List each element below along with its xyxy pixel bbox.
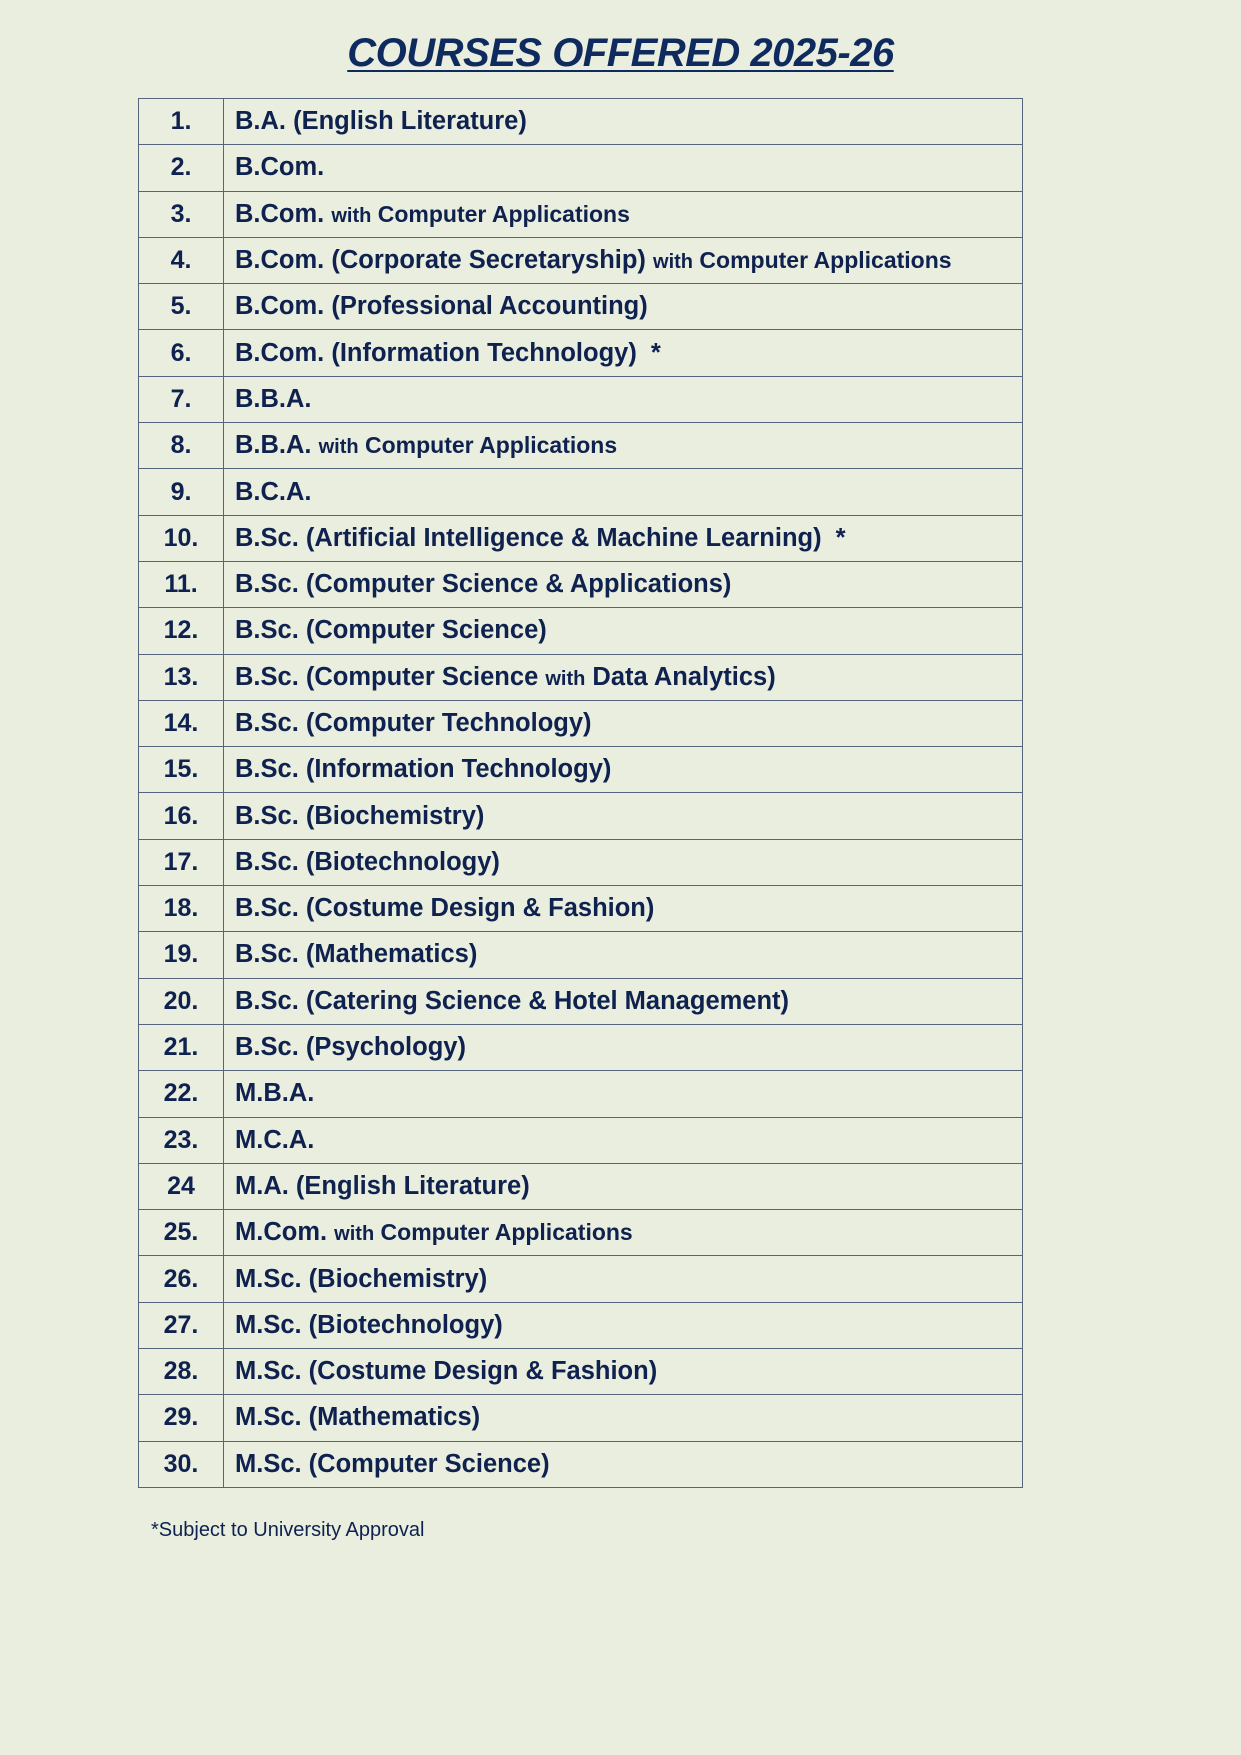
table-row [139, 191, 1023, 237]
course-name-text: Computer Applications [374, 1219, 633, 1246]
course-number: 23. [139, 1117, 224, 1163]
course-name-text: B.Sc. (Biochemistry) [235, 801, 485, 830]
course-name-text: B.B.A. [235, 431, 319, 460]
table-row [139, 1163, 1023, 1209]
table-row [139, 237, 1023, 283]
table-row [139, 1349, 1023, 1395]
table-row [139, 1441, 1023, 1487]
course-name-text: M.Sc. (Costume Design & Fashion) [235, 1357, 658, 1386]
course-number: 2. [139, 145, 224, 191]
table-row [139, 978, 1023, 1024]
course-name-text: B.Sc. (Computer Science [235, 662, 546, 691]
table-row [139, 1256, 1023, 1302]
course-name-text: B.C.A. [235, 477, 312, 506]
course-name [224, 793, 1023, 839]
course-number: 14. [139, 700, 224, 746]
course-number: 22. [139, 1071, 224, 1117]
course-name [224, 886, 1023, 932]
course-name [224, 654, 1023, 700]
course-name-text: M.Com. [235, 1218, 335, 1247]
course-name-text: B.Sc. (Mathematics) [235, 940, 478, 969]
course-number: 28. [139, 1349, 224, 1395]
course-number: 13. [139, 654, 224, 700]
footnote: *Subject to University Approval [151, 1519, 425, 1541]
course-number: 10. [139, 515, 224, 561]
course-name-connector: with [331, 204, 372, 227]
course-name [224, 700, 1023, 746]
course-name [224, 561, 1023, 607]
table-row [139, 793, 1023, 839]
table-row [139, 932, 1023, 978]
course-name [224, 608, 1023, 654]
course-number: 3. [139, 191, 224, 237]
course-name-text: M.Sc. (Mathematics) [235, 1403, 481, 1432]
course-number: 24 [139, 1163, 224, 1209]
course-name [224, 284, 1023, 330]
course-number: 25. [139, 1210, 224, 1256]
course-name [224, 237, 1023, 283]
table-row [139, 1395, 1023, 1441]
course-name [224, 330, 1023, 376]
course-name [224, 515, 1023, 561]
table-row [139, 747, 1023, 793]
table-row [139, 469, 1023, 515]
course-name-text: M.Sc. (Biochemistry) [235, 1264, 488, 1293]
course-name-text: B.Com. (Information Technology) [235, 338, 637, 367]
course-name [224, 99, 1023, 145]
course-name-text: M.Sc. (Computer Science) [235, 1449, 550, 1478]
table-row [139, 376, 1023, 422]
course-name-text: B.Sc. (Artificial Intelligence & Machine Learning) [235, 523, 822, 552]
course-name [224, 1441, 1023, 1487]
course-name-text: Data Analytics) [585, 662, 776, 691]
course-name [224, 1210, 1023, 1256]
course-name-text: B.Sc. (Information Technology) [235, 755, 612, 784]
course-name-text: B.Sc. (Psychology) [235, 1033, 466, 1062]
course-name-text: B.Com. [235, 153, 325, 182]
course-name-text: B.Sc. (Costume Design & Fashion) [235, 894, 655, 923]
course-name [224, 469, 1023, 515]
table-row [139, 561, 1023, 607]
course-number: 5. [139, 284, 224, 330]
course-name-text: M.B.A. [235, 1079, 315, 1108]
course-name-text: B.Sc. (Computer Science) [235, 616, 547, 645]
approval-asterisk: * [835, 523, 846, 552]
course-name-text: B.Sc. (Computer Technology) [235, 709, 592, 737]
course-number: 12. [139, 608, 224, 654]
course-name [224, 376, 1023, 422]
course-name [224, 978, 1023, 1024]
course-number: 18. [139, 886, 224, 932]
course-name [224, 1302, 1023, 1348]
course-name-connector: with [318, 436, 359, 459]
course-name-text: B.Sc. (Catering Science & Hotel Management) [235, 986, 790, 1015]
course-number: 1. [139, 99, 224, 145]
table-row [139, 608, 1023, 654]
course-name [224, 145, 1023, 191]
course-name-text: M.C.A. [235, 1125, 315, 1154]
courses-table [138, 98, 1023, 1488]
course-number: 6. [139, 330, 224, 376]
course-number: 29. [139, 1395, 224, 1441]
course-number: 20. [139, 978, 224, 1024]
course-number: 27. [139, 1302, 224, 1348]
course-name [224, 1024, 1023, 1070]
table-row [139, 423, 1023, 469]
table-row [139, 886, 1023, 932]
table-row [139, 99, 1023, 145]
course-name [224, 747, 1023, 793]
course-name-text: M.A. (English Literature) [235, 1171, 530, 1200]
course-name-text: M.Sc. (Biotechnology) [235, 1310, 503, 1339]
course-name-connector: with [545, 667, 586, 690]
course-name [224, 1163, 1023, 1209]
table-row [139, 1210, 1023, 1256]
course-name-text: B.A. (English Literature) [235, 107, 527, 136]
course-name-text: B.B.A. [235, 384, 312, 413]
table-row [139, 330, 1023, 376]
table-row [139, 145, 1023, 191]
course-name-connector: with [334, 1223, 375, 1246]
table-row [139, 515, 1023, 561]
course-number: 30. [139, 1441, 224, 1487]
table-row [139, 1024, 1023, 1070]
course-number: 21. [139, 1024, 224, 1070]
course-name [224, 423, 1023, 469]
course-name-text: B.Sc. (Biotechnology) [235, 847, 500, 876]
course-name [224, 1256, 1023, 1302]
course-name-text: B.Com. (Professional Accounting) [235, 292, 648, 321]
course-number: 9. [139, 469, 224, 515]
course-name [224, 1117, 1023, 1163]
table-row [139, 284, 1023, 330]
course-name-text: B.Com. (Corporate Secretaryship) [235, 246, 654, 275]
course-name-text: Computer Applications [693, 247, 952, 274]
course-name-text: Computer Applications [358, 432, 618, 459]
course-number: 26. [139, 1256, 224, 1302]
course-number: 15. [139, 747, 224, 793]
courses-table-body [139, 99, 1023, 1488]
course-number: 11. [139, 561, 224, 607]
page-title: COURSES OFFERED 2025-26 [347, 31, 894, 75]
course-name [224, 932, 1023, 978]
approval-asterisk: * [650, 338, 661, 367]
table-row [139, 1117, 1023, 1163]
course-name [224, 191, 1023, 237]
course-number: 17. [139, 839, 224, 885]
course-number: 19. [139, 932, 224, 978]
course-name [224, 839, 1023, 885]
course-name [224, 1349, 1023, 1395]
course-number: 7. [139, 376, 224, 422]
course-number: 4. [139, 237, 224, 283]
table-row [139, 654, 1023, 700]
course-number: 8. [139, 423, 224, 469]
course-name-text: B.Com. [235, 199, 332, 228]
table-row [139, 839, 1023, 885]
course-name [224, 1395, 1023, 1441]
table-row [139, 700, 1023, 746]
table-row [139, 1302, 1023, 1348]
course-number: 16. [139, 793, 224, 839]
course-name-text: Computer Applications [371, 200, 630, 227]
course-name [224, 1071, 1023, 1117]
course-name-text: B.Sc. (Computer Science & Applications) [235, 570, 732, 599]
table-row [139, 1071, 1023, 1117]
course-name-connector: with [653, 251, 694, 274]
